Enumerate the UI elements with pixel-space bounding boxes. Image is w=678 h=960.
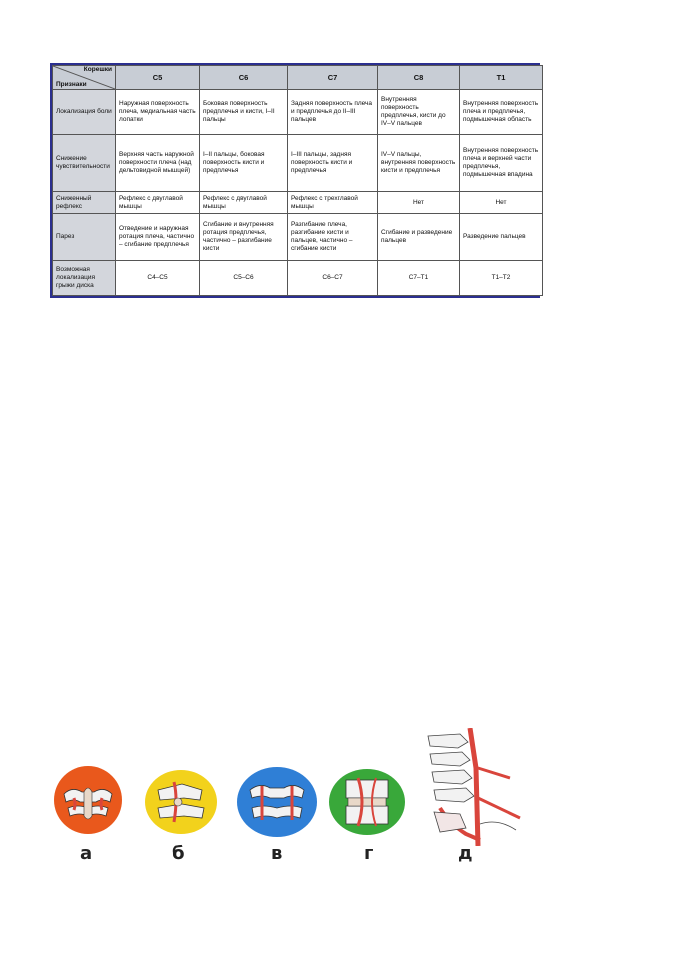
figure-letter-b: б (172, 843, 185, 864)
table-cell: Внутренняя поверхность предплечья, кисти до IV–V пальцев (378, 90, 460, 135)
table-cell: Рефлекс с двуглавой мышцы (200, 191, 288, 213)
table-cell: C5–C6 (200, 261, 288, 296)
table-cell: Рефлекс с двуглавой мышцы (116, 191, 200, 213)
table-cell: I–III пальцы, задняя поверхность кисти и предплечья (288, 134, 378, 191)
table-row (53, 261, 543, 296)
table-cell: Сгибание и разведение пальцев (378, 214, 460, 261)
foraminal-herniation-illustration (144, 768, 218, 836)
table-row (53, 90, 543, 135)
table-header-row (53, 66, 543, 90)
table-row (53, 134, 543, 191)
table-cell: Разведение пальцев (460, 214, 543, 261)
table-cell: I–II пальцы, боковая поверхность кисти и предплечья (200, 134, 288, 191)
corner-header (53, 66, 116, 90)
bilateral-herniation-illustration (236, 766, 318, 838)
lateral-herniation-illustration (328, 768, 406, 836)
central-herniation-illustration (52, 764, 124, 836)
column-header-t1: T1 (460, 66, 543, 90)
figure-letter-a: а (80, 843, 93, 864)
table-cell: Рефлекс с трехглавой мышцы (288, 191, 378, 213)
table-cell: T1–T2 (460, 261, 543, 296)
cervical-spine-illustration (420, 728, 526, 846)
table-cell: C4–C5 (116, 261, 200, 296)
table-cell: Нет (460, 191, 543, 213)
row-label: Сниженный рефлекс (53, 191, 116, 213)
table-cell: Задняя поверхность плеча и предплечья до II–III пальцев (288, 90, 378, 135)
corner-top-label: Корешки (83, 66, 112, 73)
table-cell: Отведение и наружная ротация плеча, частично – сгибание предплечья (116, 214, 200, 261)
figure-letter-v: в (271, 843, 283, 864)
figure-letter-d: д (458, 843, 473, 864)
table-cell: Разгибание плеча, разгибание кисти и пальцев, частично – сгибание кисти (288, 214, 378, 261)
disc-herniation-figure (48, 728, 528, 868)
column-header-c7: C7 (288, 66, 378, 90)
row-label: Парез (53, 214, 116, 261)
row-label: Возможная локализация грыжи диска (53, 261, 116, 296)
table-cell: Наружная поверхность плеча, медиальная часть лопатки (116, 90, 200, 135)
table-row (53, 191, 543, 213)
figure-letter-g: г (364, 843, 374, 864)
table-cell: C6–C7 (288, 261, 378, 296)
table-cell: Внутренняя поверхность плеча и верхней части предплечья, подмышечная впадина (460, 134, 543, 191)
neurology-table (50, 63, 540, 298)
radiculopathy-table (52, 65, 543, 296)
column-header-c6: C6 (200, 66, 288, 90)
column-header-c8: C8 (378, 66, 460, 90)
corner-bottom-label: Признаки (56, 81, 87, 88)
table-cell: Боковая поверхность предплечья и кисти, I–II пальцы (200, 90, 288, 135)
row-label: Локализация боли (53, 90, 116, 135)
table-cell: IV–V пальцы, внутренняя поверхность кисти и предплечья (378, 134, 460, 191)
table-cell: Нет (378, 191, 460, 213)
row-label: Снижение чувствительности (53, 134, 116, 191)
table-row (53, 214, 543, 261)
table-cell: Внутренняя поверхность плеча и предплечья, подмышечная область (460, 90, 543, 135)
column-header-c5: C5 (116, 66, 200, 90)
table-cell: C7–T1 (378, 261, 460, 296)
table-cell: Сгибание и внутренняя ротация предплечья, частично – разгибание кисти (200, 214, 288, 261)
table-cell: Верхняя часть наружной поверхности плеча (над дельтовидной мышцей) (116, 134, 200, 191)
